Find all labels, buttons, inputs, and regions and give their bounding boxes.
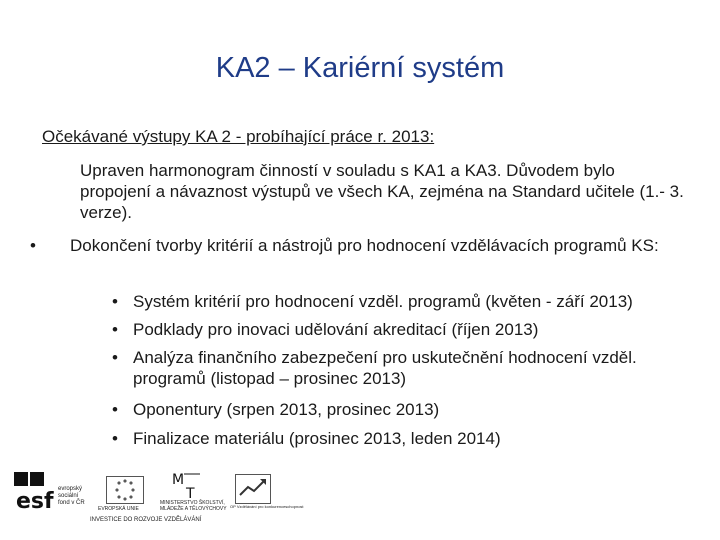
bullet-icon: • bbox=[112, 400, 118, 419]
invest-caption: INVESTICE DO ROZVOJE VZDĚLÁVÁNÍ bbox=[90, 517, 202, 523]
op-logo-icon bbox=[235, 474, 271, 504]
msmt-logo-icon bbox=[170, 470, 210, 504]
eu-flag-icon bbox=[106, 476, 144, 504]
msmt-caption: MINISTERSTVO ŠKOLSTVÍ, MLÁDEŽE A TĚLOVÝCHOVY bbox=[160, 500, 227, 512]
op-caption: OP Vzdělávání pro konkurenceschopnost bbox=[230, 504, 304, 509]
sub-bullet-text: Podklady pro inovaci udělování akreditací (říjen 2013) bbox=[133, 320, 539, 339]
sub-bullet-text: Systém kritérií pro hodnocení vzděl. programů (květen - září 2013) bbox=[133, 292, 633, 311]
footer-logos bbox=[10, 468, 310, 528]
sub-bullet-text: Oponentury (srpen 2013, prosinec 2013) bbox=[133, 400, 440, 419]
sub-bullet-text: Analýza finančního zabezpečení pro uskutečnění hodnocení vzděl. programů (listopad – prosinec 2013) bbox=[133, 348, 637, 388]
svg-text:esf: esf bbox=[16, 489, 54, 512]
bullet-icon: • bbox=[112, 320, 118, 339]
esf-logo-icon bbox=[14, 472, 62, 512]
bullet-icon: • bbox=[112, 292, 118, 311]
eu-caption: EVROPSKÁ UNIE bbox=[98, 506, 139, 512]
svg-text:M: M bbox=[172, 472, 185, 488]
sub-bullet-text: Finalizace materiálu (prosinec 2013, leden 2014) bbox=[133, 429, 501, 448]
main-bullet-text: Dokončení tvorby kritérií a nástrojů pro hodnocení vzdělávacích programů KS: bbox=[70, 236, 659, 255]
esf-caption: evropský sociální fond v ČR bbox=[58, 486, 85, 506]
bullet-icon: • bbox=[112, 429, 118, 448]
intro-paragraph: Upraven harmonogram činností v souladu s KA1 a KA3. Důvodem bylo propojení a návaznost výstupů ve všech KA, zejména na Standard učitele (1.- 3. verze). bbox=[80, 161, 684, 222]
bullet-icon: • bbox=[30, 236, 36, 255]
svg-text:T: T bbox=[186, 486, 195, 502]
bullet-icon: • bbox=[112, 348, 118, 367]
section-heading: Očekávané výstupy KA 2 - probíhající práce r. 2013: bbox=[42, 127, 435, 146]
slide-title: KA2 – Kariérní systém bbox=[215, 52, 505, 84]
